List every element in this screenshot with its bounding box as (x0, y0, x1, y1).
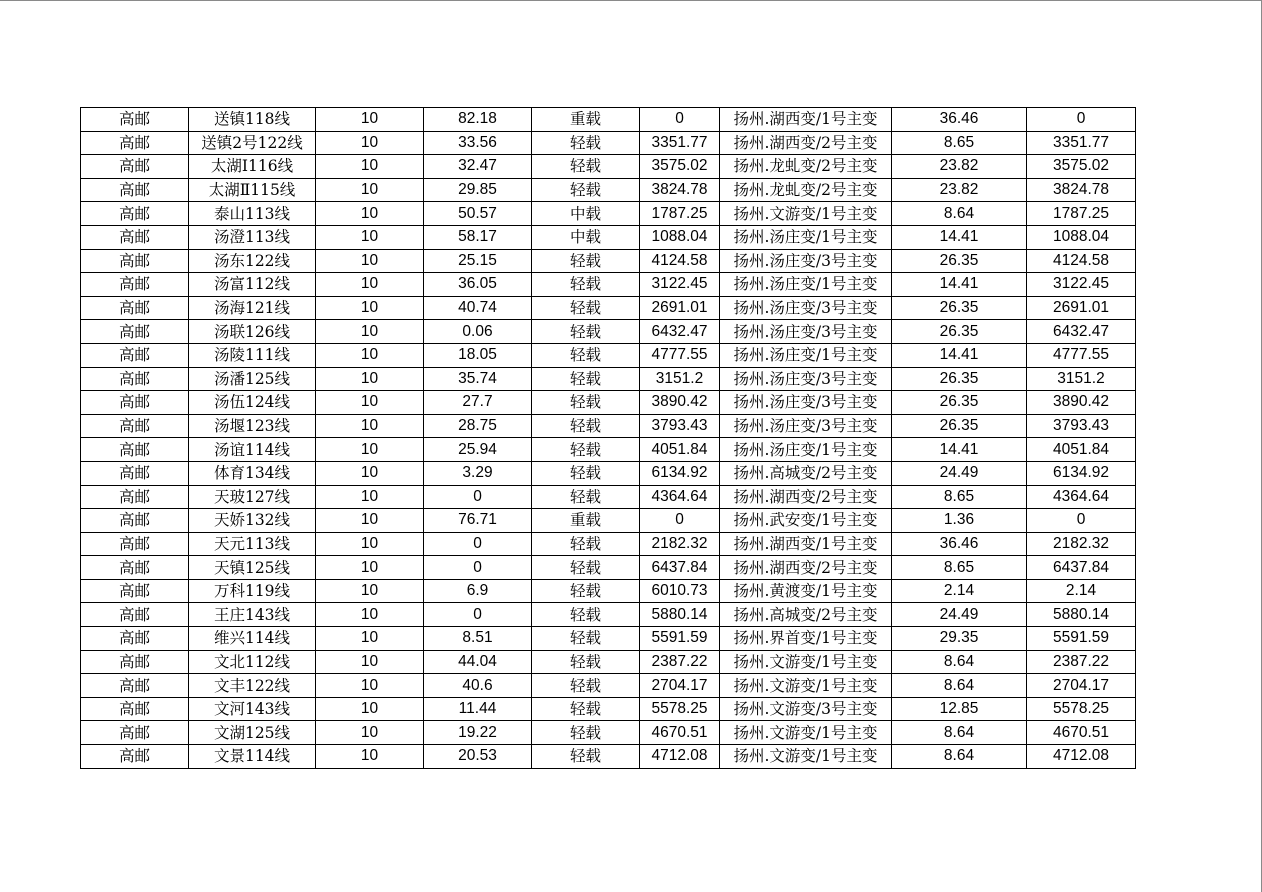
voltage-cell: 10 (316, 131, 424, 155)
table-row (81, 485, 1136, 509)
capacity-cell: 3824.78 (640, 178, 720, 202)
voltage-cell: 10 (316, 556, 424, 580)
remaining-capacity-cell: 6134.92 (1027, 461, 1136, 485)
area-cell: 高邮 (81, 178, 189, 202)
substation-cell: 扬州.文游变/1号主变 (720, 721, 892, 745)
load-rate-cell: 36.05 (424, 273, 532, 297)
load-status-cell: 重载 (532, 509, 640, 533)
load-rate-cell: 6.9 (424, 579, 532, 603)
remaining-capacity-cell: 4124.58 (1027, 249, 1136, 273)
area-cell: 高邮 (81, 225, 189, 249)
voltage-cell: 10 (316, 273, 424, 297)
area-cell: 高邮 (81, 155, 189, 179)
capacity-cell: 1088.04 (640, 225, 720, 249)
line-name-cell: 泰山113线 (189, 202, 316, 226)
line-name-cell: 汤东122线 (189, 249, 316, 273)
load-rate-cell: 18.05 (424, 343, 532, 367)
area-cell: 高邮 (81, 249, 189, 273)
capacity-cell: 6437.84 (640, 556, 720, 580)
transformer-rate-cell: 26.35 (892, 249, 1027, 273)
transformer-rate-cell: 8.65 (892, 556, 1027, 580)
capacity-cell: 6134.92 (640, 461, 720, 485)
transformer-rate-cell: 14.41 (892, 225, 1027, 249)
remaining-capacity-cell: 6432.47 (1027, 320, 1136, 344)
table-row (81, 579, 1136, 603)
voltage-cell: 10 (316, 697, 424, 721)
area-cell: 高邮 (81, 367, 189, 391)
table-row (81, 627, 1136, 651)
load-status-cell: 轻载 (532, 296, 640, 320)
area-cell: 高邮 (81, 461, 189, 485)
remaining-capacity-cell: 3351.77 (1027, 131, 1136, 155)
load-status-cell: 轻载 (532, 367, 640, 391)
load-status-cell: 轻载 (532, 131, 640, 155)
substation-cell: 扬州.文游变/1号主变 (720, 650, 892, 674)
table-row (81, 603, 1136, 627)
voltage-cell: 10 (316, 532, 424, 556)
substation-cell: 扬州.文游变/1号主变 (720, 674, 892, 698)
capacity-cell: 5880.14 (640, 603, 720, 627)
substation-cell: 扬州.汤庄变/3号主变 (720, 414, 892, 438)
load-status-cell: 轻载 (532, 627, 640, 651)
table-row (81, 296, 1136, 320)
transformer-rate-cell: 29.35 (892, 627, 1027, 651)
line-name-cell: 天元113线 (189, 532, 316, 556)
load-rate-cell: 25.15 (424, 249, 532, 273)
load-status-cell: 轻载 (532, 532, 640, 556)
table-row (81, 414, 1136, 438)
substation-cell: 扬州.湖西变/2号主变 (720, 485, 892, 509)
capacity-cell: 1787.25 (640, 202, 720, 226)
line-name-cell: 汤伍124线 (189, 391, 316, 415)
load-status-cell: 轻载 (532, 721, 640, 745)
transformer-rate-cell: 8.64 (892, 650, 1027, 674)
transformer-rate-cell: 26.35 (892, 414, 1027, 438)
capacity-cell: 6010.73 (640, 579, 720, 603)
substation-cell: 扬州.界首变/1号主变 (720, 627, 892, 651)
capacity-cell: 4670.51 (640, 721, 720, 745)
table-row (81, 556, 1136, 580)
remaining-capacity-cell: 4364.64 (1027, 485, 1136, 509)
voltage-cell: 10 (316, 485, 424, 509)
area-cell: 高邮 (81, 414, 189, 438)
transformer-rate-cell: 12.85 (892, 697, 1027, 721)
transformer-rate-cell: 8.64 (892, 745, 1027, 769)
area-cell: 高邮 (81, 532, 189, 556)
page-top-border (0, 0, 1262, 1)
capacity-cell: 4364.64 (640, 485, 720, 509)
substation-cell: 扬州.汤庄变/1号主变 (720, 225, 892, 249)
remaining-capacity-cell: 3824.78 (1027, 178, 1136, 202)
load-rate-cell: 0 (424, 485, 532, 509)
remaining-capacity-cell: 5880.14 (1027, 603, 1136, 627)
load-status-cell: 中载 (532, 202, 640, 226)
load-rate-cell: 19.22 (424, 721, 532, 745)
load-rate-cell: 35.74 (424, 367, 532, 391)
remaining-capacity-cell: 4670.51 (1027, 721, 1136, 745)
load-status-cell: 轻载 (532, 650, 640, 674)
transformer-rate-cell: 8.65 (892, 485, 1027, 509)
capacity-cell: 3793.43 (640, 414, 720, 438)
remaining-capacity-cell: 5578.25 (1027, 697, 1136, 721)
voltage-cell: 10 (316, 721, 424, 745)
substation-cell: 扬州.湖西变/1号主变 (720, 532, 892, 556)
voltage-cell: 10 (316, 438, 424, 462)
capacity-cell: 3890.42 (640, 391, 720, 415)
table-row (81, 721, 1136, 745)
table-row (81, 697, 1136, 721)
transformer-rate-cell: 8.64 (892, 674, 1027, 698)
load-status-cell: 轻载 (532, 273, 640, 297)
line-name-cell: 汤澄113线 (189, 225, 316, 249)
transformer-rate-cell: 14.41 (892, 438, 1027, 462)
substation-cell: 扬州.文游变/1号主变 (720, 202, 892, 226)
voltage-cell: 10 (316, 178, 424, 202)
line-name-cell: 体育134线 (189, 461, 316, 485)
voltage-cell: 10 (316, 155, 424, 179)
remaining-capacity-cell: 2704.17 (1027, 674, 1136, 698)
substation-cell: 扬州.汤庄变/3号主变 (720, 296, 892, 320)
remaining-capacity-cell: 4712.08 (1027, 745, 1136, 769)
remaining-capacity-cell: 3793.43 (1027, 414, 1136, 438)
transformer-rate-cell: 26.35 (892, 367, 1027, 391)
load-status-cell: 轻载 (532, 603, 640, 627)
capacity-cell: 4124.58 (640, 249, 720, 273)
load-rate-cell: 58.17 (424, 225, 532, 249)
area-cell: 高邮 (81, 202, 189, 226)
remaining-capacity-cell: 6437.84 (1027, 556, 1136, 580)
area-cell: 高邮 (81, 273, 189, 297)
load-rate-cell: 33.56 (424, 131, 532, 155)
table-row (81, 343, 1136, 367)
line-name-cell: 维兴114线 (189, 627, 316, 651)
remaining-capacity-cell: 3151.2 (1027, 367, 1136, 391)
transformer-rate-cell: 26.35 (892, 391, 1027, 415)
voltage-cell: 10 (316, 579, 424, 603)
transformer-rate-cell: 2.14 (892, 579, 1027, 603)
line-name-cell: 汤富112线 (189, 273, 316, 297)
line-name-cell: 万科119线 (189, 579, 316, 603)
load-status-cell: 轻载 (532, 438, 640, 462)
load-status-cell: 轻载 (532, 485, 640, 509)
voltage-cell: 10 (316, 225, 424, 249)
remaining-capacity-cell: 2387.22 (1027, 650, 1136, 674)
table-body (81, 108, 1136, 769)
substation-cell: 扬州.龙虬变/2号主变 (720, 178, 892, 202)
line-name-cell: 汤联126线 (189, 320, 316, 344)
line-name-cell: 汤谊114线 (189, 438, 316, 462)
line-name-cell: 天娇132线 (189, 509, 316, 533)
area-cell: 高邮 (81, 509, 189, 533)
table-row (81, 745, 1136, 769)
load-status-cell: 重载 (532, 108, 640, 132)
substation-cell: 扬州.汤庄变/3号主变 (720, 391, 892, 415)
load-rate-cell: 28.75 (424, 414, 532, 438)
table-row (81, 391, 1136, 415)
table-row (81, 674, 1136, 698)
table-row (81, 320, 1136, 344)
transformer-rate-cell: 23.82 (892, 178, 1027, 202)
table-row (81, 509, 1136, 533)
area-cell: 高邮 (81, 391, 189, 415)
line-name-cell: 汤堰123线 (189, 414, 316, 438)
load-status-cell: 轻载 (532, 391, 640, 415)
capacity-cell: 4051.84 (640, 438, 720, 462)
line-name-cell: 汤潘125线 (189, 367, 316, 391)
transformer-rate-cell: 36.46 (892, 532, 1027, 556)
substation-cell: 扬州.文游变/1号主变 (720, 745, 892, 769)
line-name-cell: 文北112线 (189, 650, 316, 674)
load-status-cell: 中载 (532, 225, 640, 249)
capacity-cell: 2691.01 (640, 296, 720, 320)
table-row (81, 650, 1136, 674)
voltage-cell: 10 (316, 509, 424, 533)
line-name-cell: 太湖Ⅱ115线 (189, 178, 316, 202)
load-rate-cell: 27.7 (424, 391, 532, 415)
remaining-capacity-cell: 3890.42 (1027, 391, 1136, 415)
area-cell: 高邮 (81, 485, 189, 509)
capacity-cell: 2182.32 (640, 532, 720, 556)
voltage-cell: 10 (316, 202, 424, 226)
remaining-capacity-cell: 3122.45 (1027, 273, 1136, 297)
capacity-cell: 5591.59 (640, 627, 720, 651)
line-name-cell: 送镇118线 (189, 108, 316, 132)
table-row (81, 273, 1136, 297)
substation-cell: 扬州.汤庄变/1号主变 (720, 438, 892, 462)
load-status-cell: 轻载 (532, 178, 640, 202)
voltage-cell: 10 (316, 296, 424, 320)
substation-cell: 扬州.汤庄变/3号主变 (720, 320, 892, 344)
area-cell: 高邮 (81, 721, 189, 745)
capacity-cell: 5578.25 (640, 697, 720, 721)
load-rate-cell: 76.71 (424, 509, 532, 533)
load-status-cell: 轻载 (532, 155, 640, 179)
area-cell: 高邮 (81, 603, 189, 627)
area-cell: 高邮 (81, 320, 189, 344)
line-name-cell: 汤陵111线 (189, 343, 316, 367)
table-row (81, 225, 1136, 249)
load-rate-cell: 25.94 (424, 438, 532, 462)
load-rate-cell: 40.6 (424, 674, 532, 698)
area-cell: 高邮 (81, 296, 189, 320)
voltage-cell: 10 (316, 461, 424, 485)
substation-cell: 扬州.龙虬变/2号主变 (720, 155, 892, 179)
capacity-cell: 0 (640, 509, 720, 533)
capacity-cell: 3575.02 (640, 155, 720, 179)
line-name-cell: 王庄143线 (189, 603, 316, 627)
table-row (81, 461, 1136, 485)
voltage-cell: 10 (316, 414, 424, 438)
line-name-cell: 太湖Ⅰ116线 (189, 155, 316, 179)
voltage-cell: 10 (316, 343, 424, 367)
substation-cell: 扬州.文游变/3号主变 (720, 697, 892, 721)
substation-cell: 扬州.湖西变/2号主变 (720, 131, 892, 155)
transformer-rate-cell: 36.46 (892, 108, 1027, 132)
load-rate-cell: 8.51 (424, 627, 532, 651)
remaining-capacity-cell: 0 (1027, 509, 1136, 533)
line-name-cell: 天玻127线 (189, 485, 316, 509)
voltage-cell: 10 (316, 627, 424, 651)
area-cell: 高邮 (81, 579, 189, 603)
transformer-rate-cell: 23.82 (892, 155, 1027, 179)
capacity-cell: 3122.45 (640, 273, 720, 297)
load-status-cell: 轻载 (532, 674, 640, 698)
load-status-cell: 轻载 (532, 745, 640, 769)
transformer-rate-cell: 8.64 (892, 721, 1027, 745)
load-rate-cell: 50.57 (424, 202, 532, 226)
area-cell: 高邮 (81, 343, 189, 367)
table-row (81, 367, 1136, 391)
load-rate-cell: 0 (424, 556, 532, 580)
table-row (81, 108, 1136, 132)
load-rate-cell: 32.47 (424, 155, 532, 179)
area-cell: 高邮 (81, 108, 189, 132)
remaining-capacity-cell: 4777.55 (1027, 343, 1136, 367)
voltage-cell: 10 (316, 320, 424, 344)
voltage-cell: 10 (316, 108, 424, 132)
substation-cell: 扬州.湖西变/2号主变 (720, 556, 892, 580)
load-rate-cell: 0.06 (424, 320, 532, 344)
load-rate-cell: 40.74 (424, 296, 532, 320)
remaining-capacity-cell: 2.14 (1027, 579, 1136, 603)
substation-cell: 扬州.汤庄变/3号主变 (720, 367, 892, 391)
load-status-cell: 轻载 (532, 414, 640, 438)
load-rate-cell: 0 (424, 532, 532, 556)
area-cell: 高邮 (81, 131, 189, 155)
table-row (81, 178, 1136, 202)
load-rate-cell: 3.29 (424, 461, 532, 485)
load-rate-cell: 20.53 (424, 745, 532, 769)
line-name-cell: 汤海121线 (189, 296, 316, 320)
remaining-capacity-cell: 0 (1027, 108, 1136, 132)
area-cell: 高邮 (81, 556, 189, 580)
capacity-cell: 0 (640, 108, 720, 132)
load-status-cell: 轻载 (532, 320, 640, 344)
remaining-capacity-cell: 1787.25 (1027, 202, 1136, 226)
area-cell: 高邮 (81, 674, 189, 698)
capacity-cell: 4712.08 (640, 745, 720, 769)
voltage-cell: 10 (316, 745, 424, 769)
remaining-capacity-cell: 2691.01 (1027, 296, 1136, 320)
table-row (81, 438, 1136, 462)
remaining-capacity-cell: 1088.04 (1027, 225, 1136, 249)
load-rate-cell: 0 (424, 603, 532, 627)
load-status-cell: 轻载 (532, 697, 640, 721)
substation-cell: 扬州.汤庄变/1号主变 (720, 273, 892, 297)
transformer-rate-cell: 8.64 (892, 202, 1027, 226)
remaining-capacity-cell: 2182.32 (1027, 532, 1136, 556)
line-name-cell: 送镇2号122线 (189, 131, 316, 155)
load-rate-cell: 11.44 (424, 697, 532, 721)
transformer-rate-cell: 24.49 (892, 603, 1027, 627)
substation-cell: 扬州.湖西变/1号主变 (720, 108, 892, 132)
load-status-cell: 轻载 (532, 461, 640, 485)
transformer-rate-cell: 26.35 (892, 296, 1027, 320)
area-cell: 高邮 (81, 438, 189, 462)
transformer-rate-cell: 26.35 (892, 320, 1027, 344)
voltage-cell: 10 (316, 249, 424, 273)
load-status-cell: 轻载 (532, 249, 640, 273)
voltage-cell: 10 (316, 674, 424, 698)
table-row (81, 155, 1136, 179)
table-row (81, 532, 1136, 556)
load-status-cell: 轻载 (532, 343, 640, 367)
area-cell: 高邮 (81, 650, 189, 674)
remaining-capacity-cell: 3575.02 (1027, 155, 1136, 179)
area-cell: 高邮 (81, 745, 189, 769)
remaining-capacity-cell: 5591.59 (1027, 627, 1136, 651)
substation-cell: 扬州.黄渡变/1号主变 (720, 579, 892, 603)
transformer-rate-cell: 8.65 (892, 131, 1027, 155)
table-row (81, 202, 1136, 226)
area-cell: 高邮 (81, 697, 189, 721)
load-rate-cell: 82.18 (424, 108, 532, 132)
data-table (80, 107, 1136, 769)
line-name-cell: 天镇125线 (189, 556, 316, 580)
transformer-rate-cell: 1.36 (892, 509, 1027, 533)
remaining-capacity-cell: 4051.84 (1027, 438, 1136, 462)
substation-cell: 扬州.高城变/2号主变 (720, 461, 892, 485)
line-name-cell: 文丰122线 (189, 674, 316, 698)
load-status-cell: 轻载 (532, 579, 640, 603)
line-name-cell: 文景114线 (189, 745, 316, 769)
load-rate-cell: 44.04 (424, 650, 532, 674)
capacity-cell: 6432.47 (640, 320, 720, 344)
load-rate-cell: 29.85 (424, 178, 532, 202)
voltage-cell: 10 (316, 650, 424, 674)
transformer-rate-cell: 14.41 (892, 273, 1027, 297)
voltage-cell: 10 (316, 391, 424, 415)
capacity-cell: 3351.77 (640, 131, 720, 155)
transformer-rate-cell: 24.49 (892, 461, 1027, 485)
line-name-cell: 文湖125线 (189, 721, 316, 745)
substation-cell: 扬州.高城变/2号主变 (720, 603, 892, 627)
voltage-cell: 10 (316, 367, 424, 391)
capacity-cell: 2387.22 (640, 650, 720, 674)
table-row (81, 249, 1136, 273)
area-cell: 高邮 (81, 627, 189, 651)
line-name-cell: 文河143线 (189, 697, 316, 721)
voltage-cell: 10 (316, 603, 424, 627)
load-status-cell: 轻载 (532, 556, 640, 580)
table-row (81, 131, 1136, 155)
capacity-cell: 3151.2 (640, 367, 720, 391)
substation-cell: 扬州.汤庄变/3号主变 (720, 249, 892, 273)
substation-cell: 扬州.汤庄变/1号主变 (720, 343, 892, 367)
capacity-cell: 4777.55 (640, 343, 720, 367)
substation-cell: 扬州.武安变/1号主变 (720, 509, 892, 533)
transformer-rate-cell: 14.41 (892, 343, 1027, 367)
capacity-cell: 2704.17 (640, 674, 720, 698)
